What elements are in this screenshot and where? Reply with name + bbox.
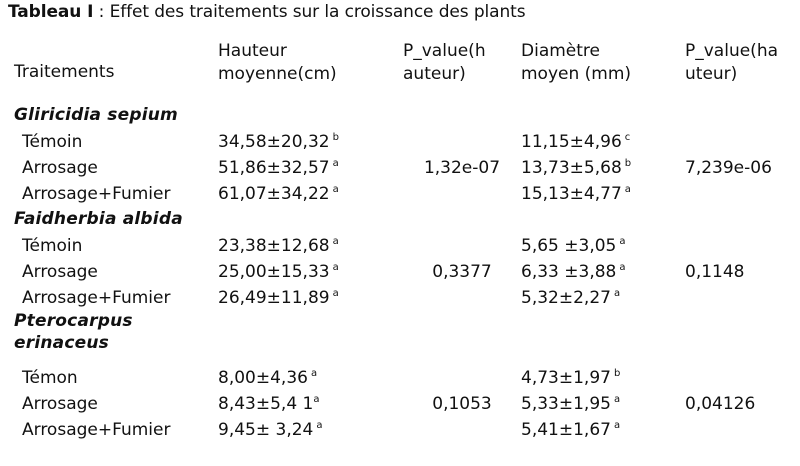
cell-diametre: [521, 256, 685, 282]
diametre-letter: a: [624, 184, 631, 195]
diametre-letter: a: [613, 288, 621, 299]
diametre-value: 5,33±1,95: [521, 394, 611, 414]
cell-pvalue-hauteur: 0,3377: [432, 262, 492, 282]
table-row: [14, 282, 795, 308]
diametre-letter: b: [624, 158, 632, 169]
cell-traitement: Témoin: [22, 236, 83, 256]
cell-pvalue-hauteur: [403, 126, 521, 152]
cell-hauteur: [218, 178, 403, 204]
cell-pvalue-hauteur: 0,1053: [432, 394, 492, 414]
hauteur-letter: b: [332, 132, 339, 143]
hauteur-letter: a: [332, 288, 339, 299]
diametre-value: 6,33 ±3,88: [521, 262, 617, 282]
cell-traitement: Arrosage+Fumier: [22, 288, 171, 308]
diametre-value: 13,73±5,68: [521, 158, 622, 178]
hauteur-value: 9,45± 3,24: [218, 420, 314, 440]
cell-traitement: Arrosage+Fumier: [22, 184, 171, 204]
cell-diametre: [521, 362, 685, 388]
cell-pvalue-diametre: [685, 126, 795, 152]
hauteur-value: 23,38±12,68: [218, 236, 330, 256]
cell-hauteur: [218, 362, 403, 388]
header-pvalue-hauteur: [403, 40, 521, 100]
caption-label: Tableau I: [8, 2, 94, 22]
hauteur-value: 51,86±32,57: [218, 158, 330, 178]
hauteur-value: 8,43±5,4 1: [218, 394, 314, 414]
caption-text: : Effet des traitements sur la croissance des plants: [93, 2, 526, 22]
cell-pvalue-diametre: [685, 178, 795, 204]
cell-diametre: [521, 230, 685, 256]
cell-hauteur: [218, 230, 403, 256]
cell-hauteur: [218, 282, 403, 308]
cell-diametre: [521, 414, 685, 440]
cell-hauteur: [218, 126, 403, 152]
hauteur-value: 34,58±20,32: [218, 132, 330, 152]
table-row: [14, 230, 795, 256]
diametre-letter: c: [624, 132, 631, 143]
header-diametre: [521, 40, 685, 100]
hauteur-letter: a: [332, 158, 339, 169]
table-row: [14, 256, 795, 282]
species-row: [14, 204, 795, 230]
hauteur-value: 61,07±34,22: [218, 184, 330, 204]
cell-pvalue-hauteur: 1,32e-07: [423, 158, 501, 178]
header-pvalue-h-line1: P_value(h: [403, 41, 486, 61]
hauteur-value: 26,49±11,89: [218, 288, 330, 308]
cell-traitement: Arrosage: [22, 262, 98, 282]
table-row: [14, 414, 795, 440]
diametre-letter: a: [613, 420, 621, 431]
cell-diametre: [521, 178, 685, 204]
header-diametre-line2: moyen (mm): [521, 64, 632, 84]
table-row: [14, 152, 795, 178]
header-hauteur: [218, 40, 403, 100]
species-name: [14, 308, 795, 362]
cell-diametre: [521, 282, 685, 308]
hauteur-value: 8,00±4,36: [218, 368, 308, 388]
species-name: Faidherbia albida: [14, 209, 183, 229]
cell-diametre: [521, 388, 685, 414]
cell-pvalue-hauteur: [403, 362, 521, 388]
header-hauteur-line2: moyenne(cm): [218, 64, 337, 84]
header-pvalue-h-line2: auteur): [403, 64, 466, 84]
cell-hauteur: [218, 388, 403, 414]
diametre-value: 4,73±1,97: [521, 368, 611, 388]
header-hauteur-line1: Hauteur: [218, 41, 287, 61]
header-row: [14, 40, 795, 100]
species-name: Gliricidia sepium: [14, 105, 178, 125]
diametre-letter: a: [619, 262, 626, 273]
cell-pvalue-hauteur: [403, 414, 521, 440]
hauteur-letter: a: [313, 394, 320, 405]
hauteur-letter: a: [332, 236, 339, 247]
cell-pvalue-diametre: [685, 414, 795, 440]
cell-hauteur: [218, 256, 403, 282]
hauteur-letter: a: [310, 368, 318, 379]
diametre-letter: a: [613, 394, 621, 405]
diametre-letter: a: [619, 236, 626, 247]
cell-hauteur: [218, 152, 403, 178]
species-row: [14, 100, 795, 126]
cell-pvalue-hauteur: [403, 178, 521, 204]
cell-traitement: Témoin: [22, 132, 83, 152]
header-diametre-line1: Diamètre: [521, 41, 600, 61]
cell-hauteur: [218, 414, 403, 440]
cell-traitement: Arrosage+Fumier: [22, 420, 171, 440]
cell-pvalue-hauteur: [403, 282, 521, 308]
diametre-value: 15,13±4,77: [521, 184, 622, 204]
cell-traitement: Témon: [22, 368, 78, 388]
species-row: [14, 308, 795, 362]
hauteur-value: 25,00±15,33: [218, 262, 330, 282]
hauteur-letter: a: [316, 420, 323, 431]
table-caption: [8, 2, 525, 22]
cell-pvalue-diametre: [685, 362, 795, 388]
cell-traitement: Arrosage: [22, 158, 98, 178]
cell-pvalue-diametre: [685, 230, 795, 256]
table-row: [14, 388, 795, 414]
hauteur-letter: a: [332, 184, 339, 195]
cell-pvalue-hauteur: [403, 230, 521, 256]
cell-diametre: [521, 152, 685, 178]
diametre-letter: b: [613, 368, 621, 379]
header-pvalue-diametre: [685, 40, 795, 100]
diametre-value: 11,15±4,96: [521, 132, 622, 152]
species-name-line2: erinaceus: [14, 333, 109, 353]
cell-traitement: Arrosage: [22, 394, 98, 414]
header-pvalue-d-line1: P_value(ha: [685, 41, 779, 61]
results-table: [14, 40, 795, 440]
diametre-value: 5,65 ±3,05: [521, 236, 617, 256]
header-traitements: Traitements: [14, 61, 115, 82]
hauteur-letter: a: [332, 262, 339, 273]
header-pvalue-d-line2: uteur): [685, 64, 738, 84]
diametre-value: 5,32±2,27: [521, 288, 611, 308]
cell-pvalue-diametre: 0,1148: [685, 262, 745, 282]
table-row: [14, 362, 795, 388]
diametre-value: 5,41±1,67: [521, 420, 611, 440]
species-name-line1: Pterocarpus: [14, 311, 133, 331]
table-row: [14, 126, 795, 152]
cell-pvalue-diametre: [685, 282, 795, 308]
table-row: [14, 178, 795, 204]
cell-pvalue-diametre: 7,239e-06: [685, 158, 772, 178]
cell-diametre: [521, 126, 685, 152]
cell-pvalue-diametre: 0,04126: [685, 394, 756, 414]
